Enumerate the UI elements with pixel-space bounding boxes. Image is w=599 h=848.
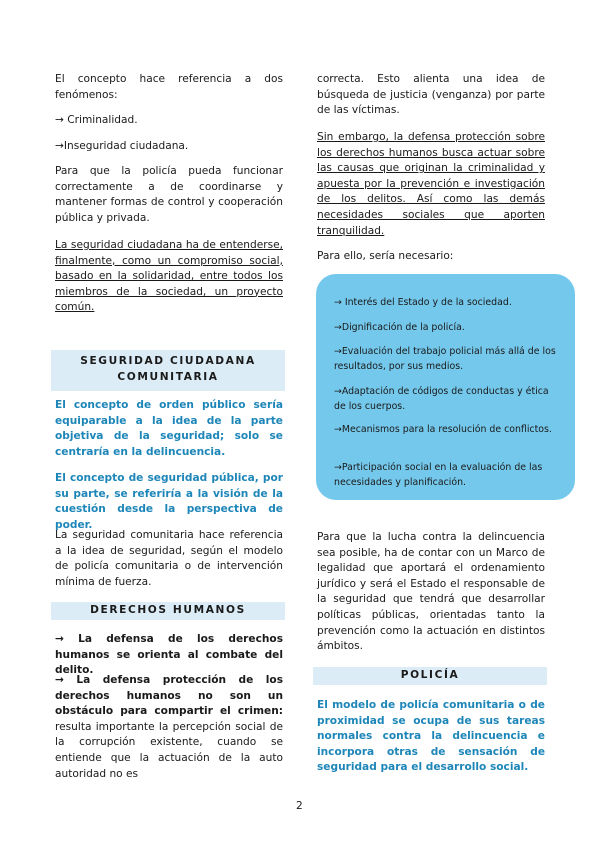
para-compromiso-social: La seguridad ciudadana ha de entenderse, finalmente, como un compromiso social, basado en la solidaridad, entre todos los miembros de la sociedad, un proyecto común. <box>55 239 283 314</box>
box-item: →Mecanismos para la resolución de conflictos. <box>334 424 552 435</box>
para-seguridad-comunitaria: La seguridad comunitaria hace referencia a la idea de seguridad, según el modelo de policía comunitaria o de intervención mínima de fuerza. <box>55 529 283 588</box>
box-item: →Participación social en la evaluación de las necesidades y planificación. <box>334 462 543 488</box>
para-defensa-ddhh: Sin embargo, la defensa protección sobre los derechos humanos busca actuar sobre las causas que originan la criminalidad y apuesta por la prevención e investigación de los delitos. Así como las demás necesidades sociales que aporten tranquilidad. <box>317 131 545 237</box>
continuation-text: correcta. Esto alienta una idea de búsqueda de justicia (venganza) por parte de las víctimas. <box>317 73 545 117</box>
page-number: 2 <box>296 800 303 812</box>
heading-policia <box>313 667 547 685</box>
heading-derechos-humanos <box>51 602 285 620</box>
blue-modelo-policia: El modelo de policía comunitaria o de proximidad se ocupa de sus tareas normales contra la delincuencia e incorpora otras de sensación de seguridad para el desarrollo social. <box>317 699 545 774</box>
bullet-inseguridad: →Inseguridad ciudadana. <box>55 140 189 152</box>
box-item: →Adaptación de códigos de conductas y ética de los cuerpos. <box>334 386 549 412</box>
dh-rest: resulta importante la percepción social de la corrupción existente, cuando se entiende que la actuación de la auto autoridad no es <box>55 720 283 780</box>
blue-orden-publico: El concepto de orden público sería equiparable a la idea de la parte objetiva de la seguridad; solo se centraría en la delincuencia. <box>55 399 283 458</box>
heading-seguridad-comunitaria <box>51 350 285 391</box>
bullet-criminalidad: → Criminalidad. <box>55 114 138 126</box>
blue-seguridad-publica: El concepto de seguridad pública, por su parte, se referiría a la visión de la cuestión desde la perspectiva de poder. <box>55 472 283 531</box>
dh-combate-delito: → La defensa de los derechos humanos se orienta al combate del delito. <box>55 633 283 677</box>
intro-text: El concepto hace referencia a dos fenómenos: <box>55 73 283 101</box>
para-lucha-delincuencia: Para que la lucha contra la delincuencia sea posible, ha de contar con un Marco de legalidad que aportará el ordenamiento jurídico y será el Estado el responsable de la seguridad que tendrá que desarrollar políticas públicas, orientadas tanto la prevención como la actuación en distintos ámbitos. <box>317 531 545 653</box>
heading-policia-text: POLICÍA <box>400 669 460 681</box>
dh-percepcion-social <box>55 673 283 782</box>
requirements-box <box>316 274 575 500</box>
para-coordinacion: Para que la policía pueda funcionar correctamente a de coordinarse y mantener formas de control y cooperación pública y privada. <box>55 165 283 224</box>
heading-seguridad-comunitaria-text: SEGURIDAD CIUDADANA COMUNITARIA <box>80 355 256 383</box>
box-item: →Evaluación del trabajo policial más allá de los resultados, por sus medios. <box>334 346 556 372</box>
heading-derechos-humanos-text: DERECHOS HUMANOS <box>90 604 246 616</box>
box-item: → Interés del Estado y de la sociedad. <box>334 297 512 308</box>
box-item: →Dignificación de la policía. <box>334 322 465 333</box>
para-necesario: Para ello, sería necesario: <box>317 250 454 262</box>
dh-bold-lead: → La defensa protección de los derechos humanos no son un obstáculo para compartir el crimen: <box>55 674 283 718</box>
